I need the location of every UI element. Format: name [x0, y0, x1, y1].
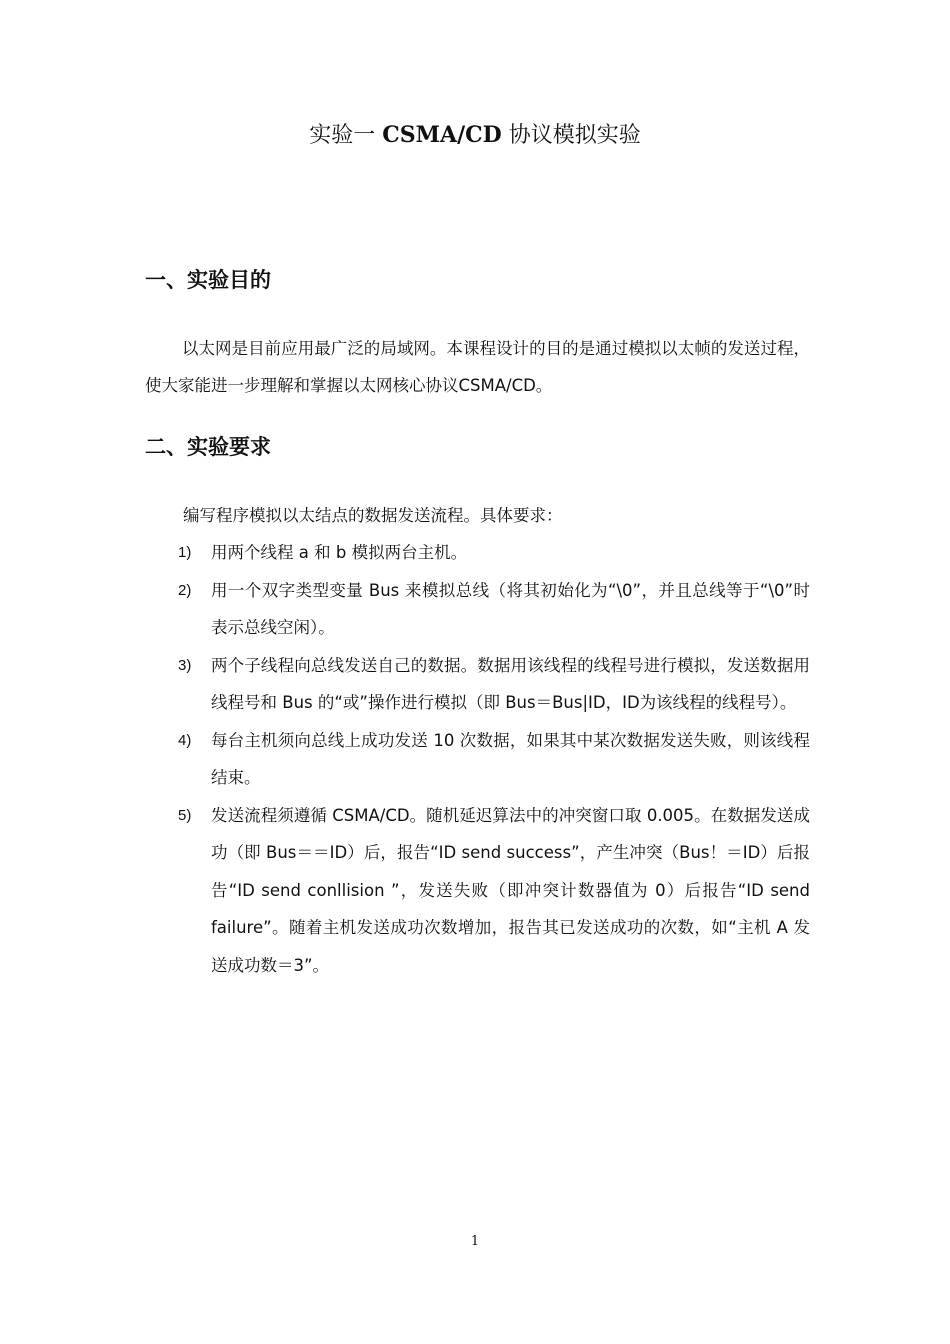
- requirement-text: 发送流程须遵循 CSMA/CD。随机延迟算法中的冲突窗口取 0.005。在数据发送成功（即 Bus＝＝ID）后，报告“ID send success”，产生冲突（Bus！＝ID）后报告“ID send conllision ”，发送失败（即冲突计数器值为 0）后报告“ID send failure”。随着主机发送成功次数增加，报告其已发送成功的次数，如“主机 A 发送成功数＝3”。: [211, 805, 810, 975]
- requirement-text: 每台主机须向总线上成功发送 10 次数据，如果其中某次数据发送失败，则该线程结束。: [211, 730, 810, 787]
- requirement-text: 两个子线程向总线发送自己的数据。数据用该线程的线程号进行模拟，发送数据用线程号和 Bus 的“或”操作进行模拟（即 Bus＝Bus|ID，ID为该线程的线程号）。: [211, 655, 810, 712]
- page-number: 1: [470, 1234, 480, 1249]
- requirement-text: 用两个线程 a 和 b 模拟两台主机。: [211, 543, 468, 562]
- requirements-lead: 编写程序模拟以太结点的数据发送流程。具体要求：: [183, 506, 563, 525]
- requirement-number: 5): [178, 806, 192, 824]
- purpose-paragraph: 以太网是目前应用最广泛的局域网。本课程设计的目的是通过模拟以太帧的发送过程，使大家能进一步理解和掌握以太网核心协议CSMA/CD。: [145, 339, 810, 395]
- title-prefix: 实验一: [309, 123, 376, 148]
- requirement-item: [145, 534, 810, 572]
- requirement-text: 用一个双字类型变量 Bus 来模拟总线（将其初始化为“\0”，并且总线等于“\0”时表示总线空闲）。: [211, 580, 810, 637]
- requirement-number: 1): [178, 544, 192, 561]
- title-protocol-name: CSMA/CD: [382, 122, 502, 148]
- requirement-item: [145, 797, 810, 985]
- requirement-number: 4): [178, 731, 192, 749]
- section-heading-purpose: 一、实验目的: [145, 268, 271, 292]
- requirement-item: [145, 647, 810, 722]
- requirement-number: 2): [178, 581, 192, 599]
- requirement-item: [145, 722, 810, 797]
- requirements-list: [145, 534, 810, 984]
- requirement-number: 3): [178, 656, 192, 674]
- document-title: [0, 118, 950, 153]
- requirement-item: [145, 572, 810, 647]
- section-heading-requirements: 二、实验要求: [145, 435, 271, 459]
- title-suffix: 协议模拟实验: [508, 123, 641, 148]
